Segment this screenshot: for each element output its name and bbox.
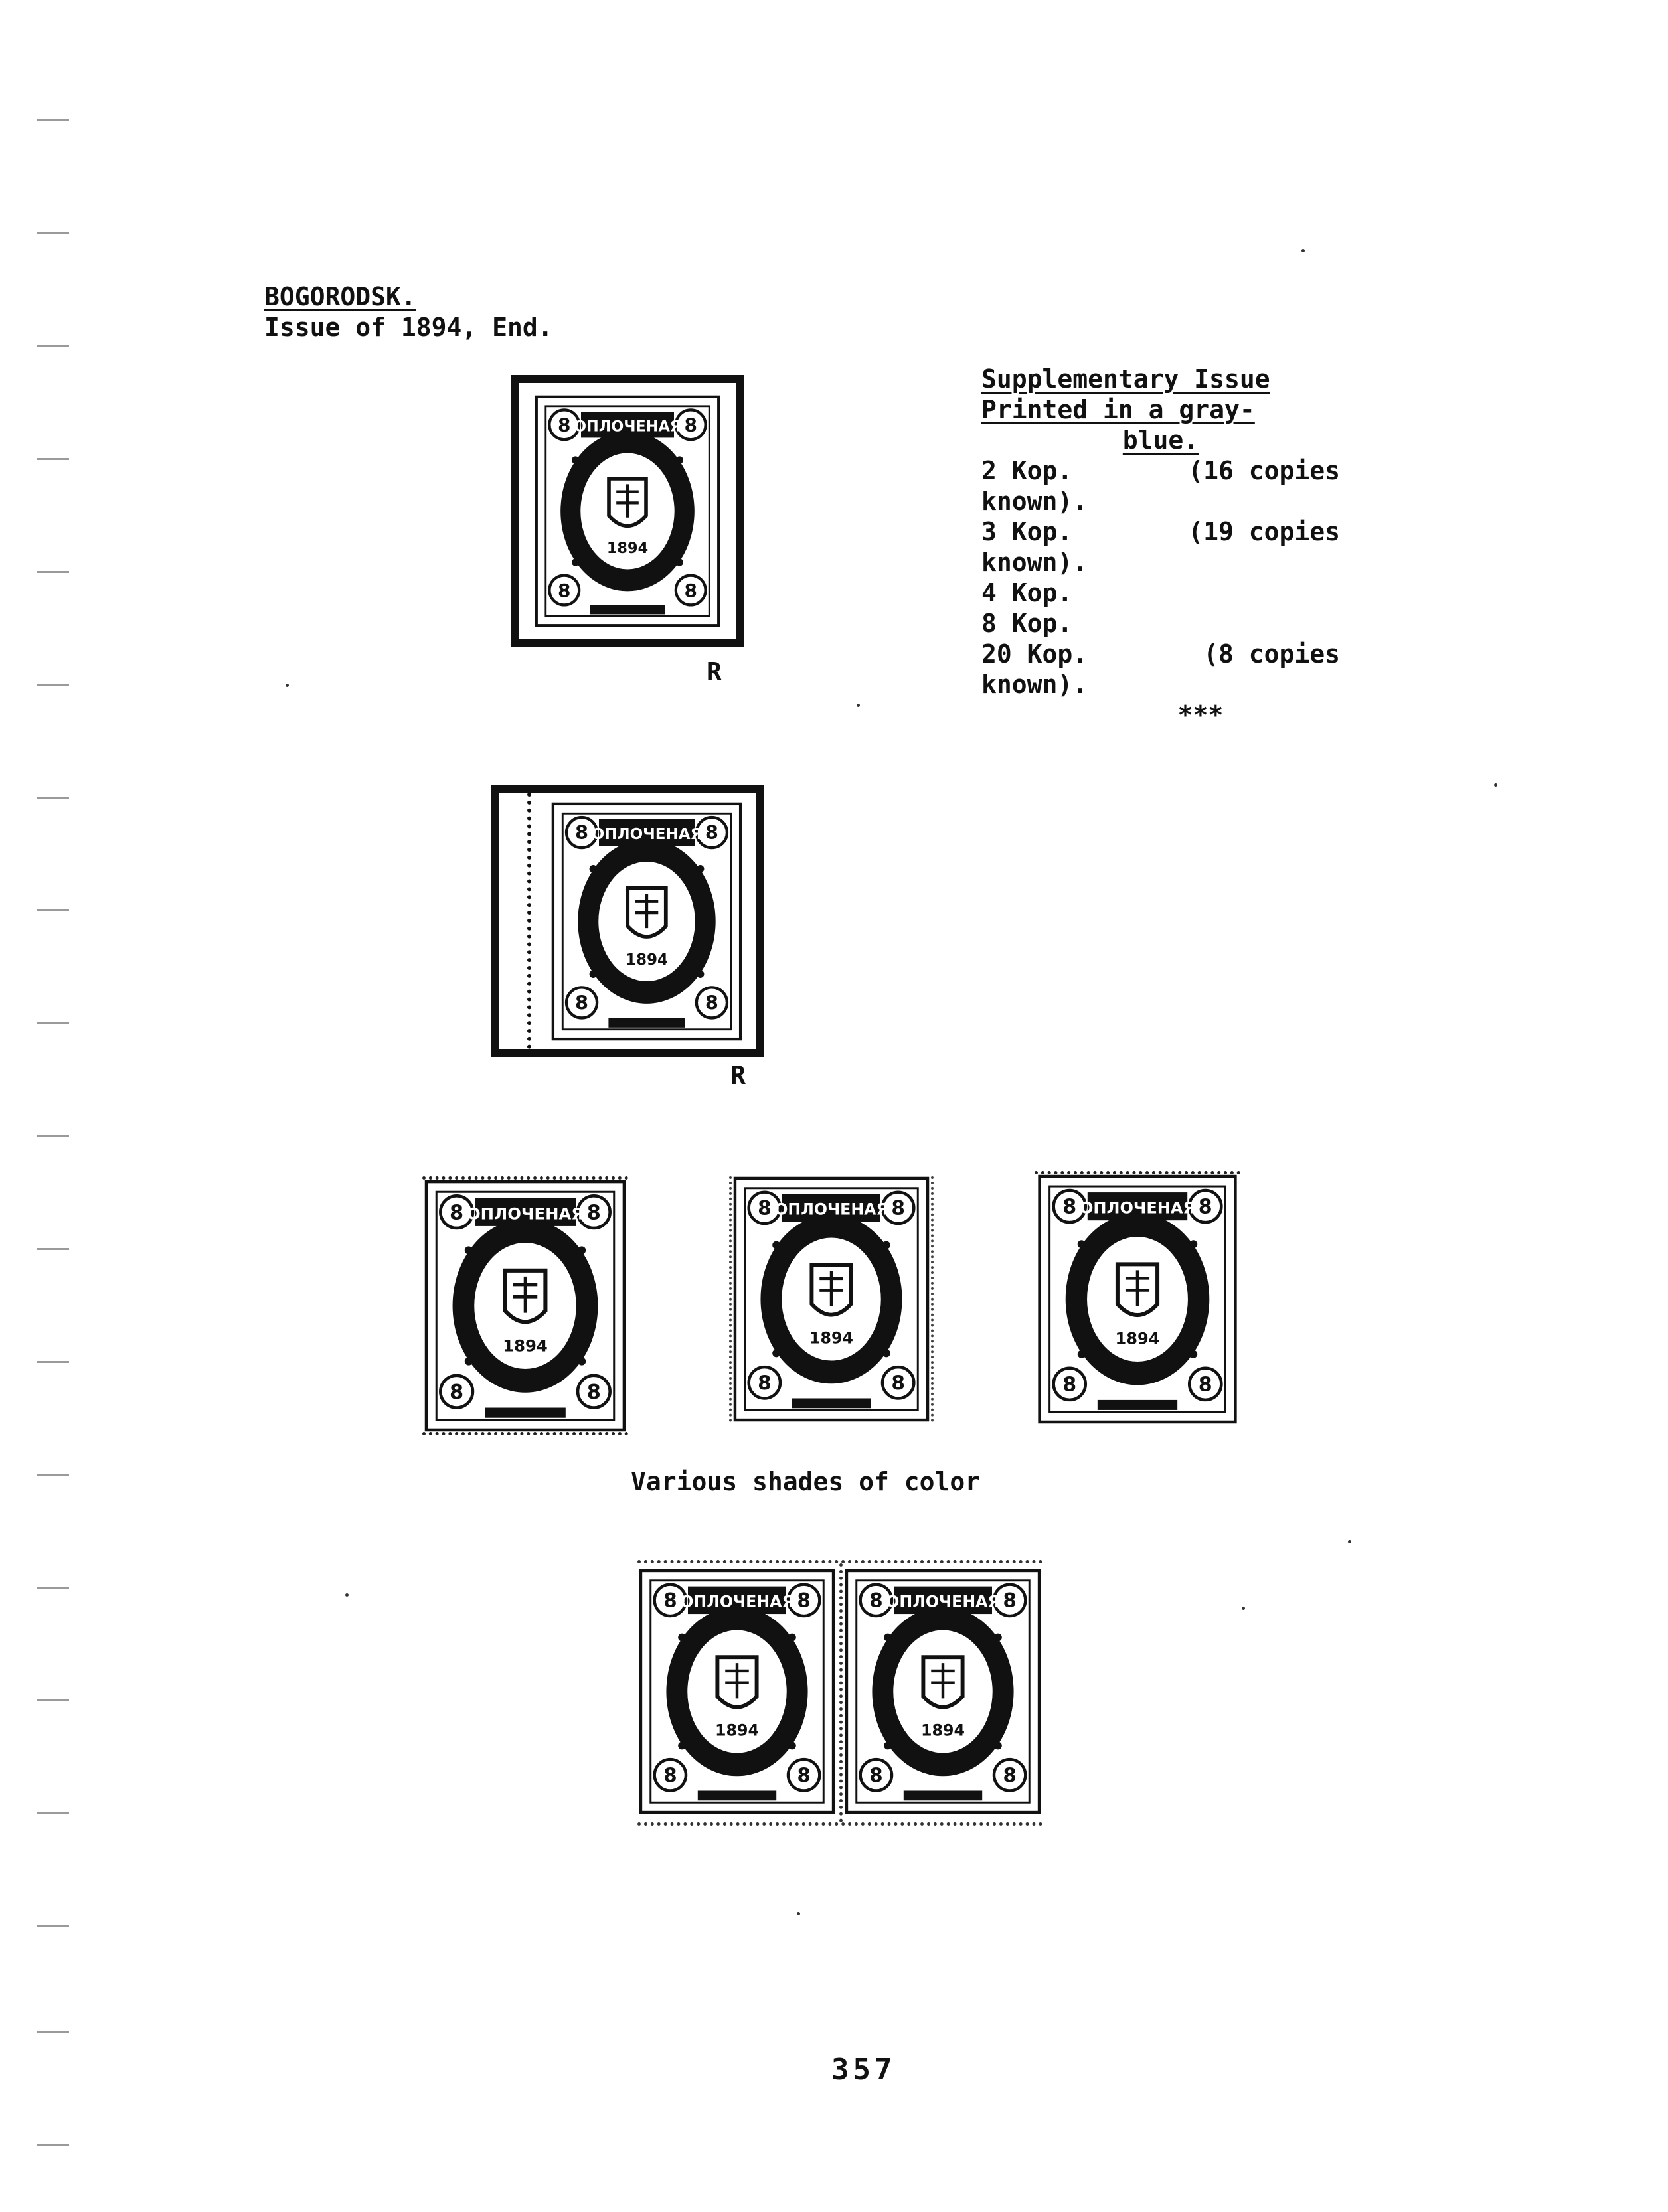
scan-speck xyxy=(797,1912,800,1915)
supp-item-cont: known). xyxy=(981,487,1088,516)
scan-speck xyxy=(857,704,860,707)
supp-item-value: 20 Kop. xyxy=(981,639,1088,669)
stamp-frame xyxy=(511,375,744,647)
supp-item-value: 4 Kop. xyxy=(981,578,1073,607)
supp-heading-2: Printed in a gray- xyxy=(981,395,1255,424)
scan-speck xyxy=(1348,1540,1351,1543)
perforation-line xyxy=(527,793,531,1049)
stamp-image xyxy=(1035,1171,1240,1424)
supp-heading-3: blue. xyxy=(1122,426,1199,455)
perforation-line xyxy=(839,1563,843,1822)
supp-item-value: 2 Kop. xyxy=(981,456,1073,485)
stamp-pair xyxy=(637,1560,1042,1826)
scan-speck xyxy=(1301,249,1305,252)
scan-speck xyxy=(1242,1607,1245,1610)
supp-item-cont: known). xyxy=(981,670,1088,699)
end-mark: *** xyxy=(1177,700,1224,730)
supp-item-value: 8 Kop. xyxy=(981,609,1073,638)
scan-speck xyxy=(286,684,289,687)
scan-speck xyxy=(345,1593,349,1597)
stamp-image xyxy=(547,802,746,1041)
r-mark: R xyxy=(707,657,722,686)
supp-item-note: (8 copies xyxy=(1203,639,1340,669)
supp-item-value: 3 Kop. xyxy=(981,517,1073,546)
page-subtitle: Issue of 1894, End. xyxy=(264,313,553,342)
stamp-frame xyxy=(491,785,764,1057)
caption: Various shades of color xyxy=(631,1467,981,1496)
supp-item xyxy=(981,516,1340,547)
page-header xyxy=(264,281,553,343)
page-number: 357 xyxy=(831,2053,896,2087)
stamp-image xyxy=(531,395,724,627)
supp-item xyxy=(981,639,1340,669)
r-mark: R xyxy=(730,1061,746,1090)
supp-item-note: (16 copies xyxy=(1188,456,1340,485)
stamp-image xyxy=(843,1569,1042,1814)
supp-item-cont: known). xyxy=(981,548,1088,577)
stamp-image xyxy=(422,1176,628,1435)
supp-item-note: (19 copies xyxy=(1188,517,1340,546)
page-title: BOGORODSK. xyxy=(264,282,416,311)
supp-heading-1: Supplementary Issue xyxy=(981,364,1270,394)
supplementary-notes xyxy=(981,364,1340,730)
supp-item xyxy=(981,455,1340,486)
stamp-image xyxy=(729,1176,934,1422)
stamp-image xyxy=(637,1569,837,1814)
scan-speck xyxy=(1494,783,1497,787)
